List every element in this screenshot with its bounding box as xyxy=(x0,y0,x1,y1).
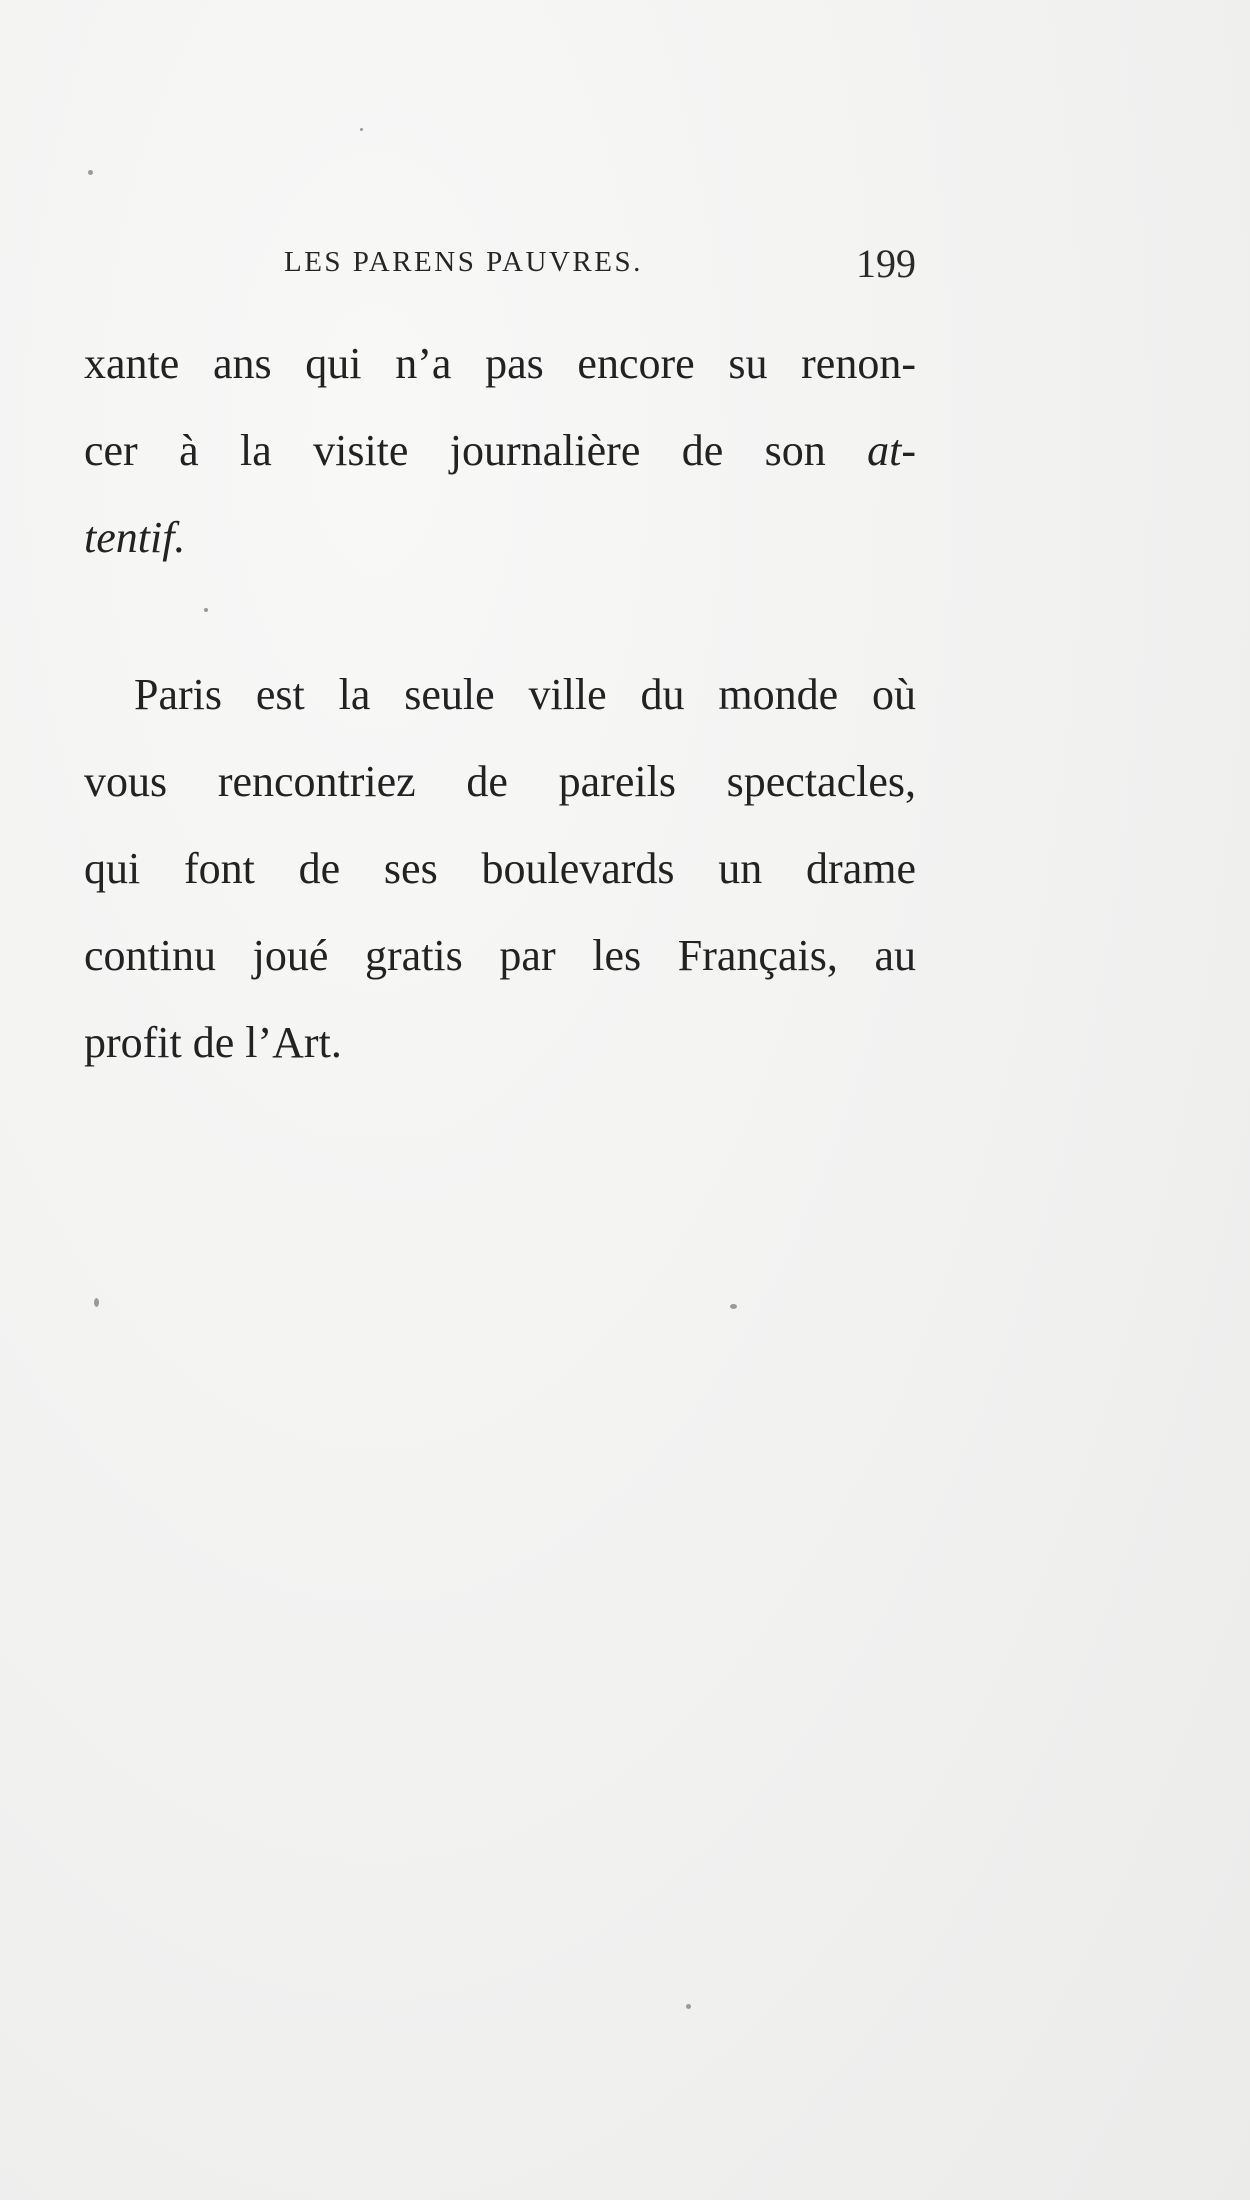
paper-speck xyxy=(730,1304,737,1309)
page-number: 199 xyxy=(856,241,916,286)
text-line: qui font de ses boulevards un drame xyxy=(84,844,916,893)
text-line: Paris est la seule ville du monde où xyxy=(134,670,916,719)
paper-speck xyxy=(94,1298,99,1307)
paragraph-gap xyxy=(84,581,916,651)
paragraph-1 xyxy=(84,320,916,581)
text-line: xante ans qui n’a pas encore su renon- xyxy=(84,339,916,388)
running-head xyxy=(84,241,916,286)
paper-speck xyxy=(360,128,363,131)
running-title: LES PARENS PAUVRES. xyxy=(284,246,643,278)
paper-speck xyxy=(88,170,93,175)
text-line: vous rencontriez de pareils spectacles, xyxy=(84,757,916,806)
text-line: continu joué gratis par les Français, au xyxy=(84,931,916,980)
text-line-roman: cer à la visite journalière de son xyxy=(84,426,868,475)
text-line xyxy=(84,407,916,494)
italic-word: at- xyxy=(867,426,916,475)
text-line: profit de l’Art. xyxy=(84,1018,342,1067)
body-text xyxy=(84,320,916,1086)
text-line-italic: tentif. xyxy=(84,513,186,562)
paragraph-2 xyxy=(84,651,916,1086)
paper-speck xyxy=(204,608,208,612)
paper-speck xyxy=(686,2004,691,2009)
